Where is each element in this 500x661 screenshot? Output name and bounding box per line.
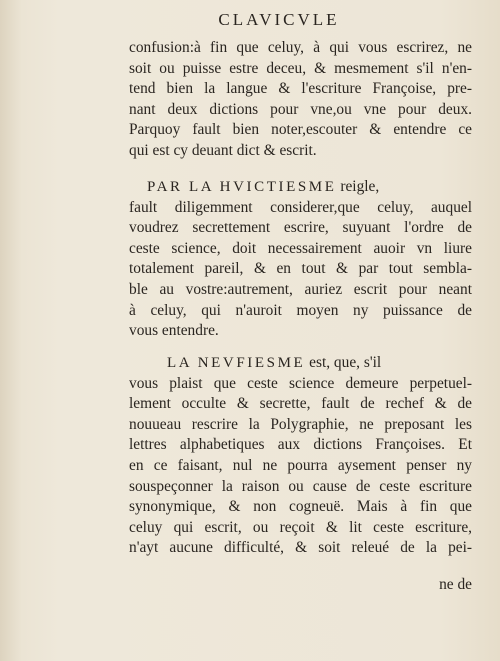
paragraph-lead: PAR LA HVICTIESME [147, 179, 337, 195]
text-line: totalement pareil, & en tout & par tout sembla- [129, 260, 472, 278]
text-line: vous plaist que ceste science demeure perpetuel- [129, 374, 472, 392]
running-title: CLAVICVLE [218, 10, 340, 29]
text-line: n'ayt aucune difficulté, & soit releué de la pei- [129, 539, 472, 557]
text-line: nant deux dictions pour vne,ou vne pour deux. [129, 100, 472, 118]
catchword: ne de [439, 576, 472, 593]
text-line: soit ou puisse estre deceu, & mesmement s'il n'en- [129, 59, 472, 77]
text-line: lement occulte & secrette, fault de rechef & de [129, 395, 472, 413]
text-fragment: reigle, [336, 178, 380, 195]
paragraph-lead: LA NEVFIESME [167, 355, 306, 371]
text-line [129, 353, 472, 374]
text-line: confusion:à fin que celuy, à qui vous escrirez, ne [129, 39, 472, 56]
text-line: celuy qui escrit, ou reçoit & lit ceste escriture, [129, 518, 472, 536]
text-line: nouueau rescrire la Polygraphie, ne preposant les [129, 415, 472, 433]
paragraph-neufiesme [129, 353, 472, 559]
text-line: qui est cy deuant dict & escrit. [129, 141, 317, 159]
text-line: vous entendre. [129, 322, 219, 340]
text-fragment: est, que, s'il [305, 354, 382, 371]
text-line: souspeçonner la raison ou cause de ceste escriture [129, 477, 472, 495]
text-line: Parquoy fault bien noter,escouter & entendre ce [129, 121, 472, 139]
text-line: tend bien la langue & l'escriture Françoise, pre- [129, 80, 472, 98]
text-line: synonymique, & non cogneuë. Mais à fin que [129, 498, 472, 516]
paragraph-confusion [129, 38, 472, 162]
text-line: ble au vostre:autrement, auriez escrit pour neant [129, 280, 472, 298]
text-line: lettres alphabetiques aux dictions Françoises. Et [129, 436, 472, 454]
text-line [129, 177, 472, 198]
paragraph-huictiesme [129, 177, 472, 342]
text-line: à celuy, qui n'auroit moyen ny puissance de [129, 301, 472, 319]
text-line: voudrez secrettement escrire, suyuant l'ordre de [129, 219, 472, 237]
text-line: fault diligemment considerer,que celuy, auquel [129, 198, 472, 216]
text-line: ceste science, doit necessairement auoir vn liure [129, 239, 472, 257]
text-line: en ce faisant, nul ne pourra aysement penser ny [129, 456, 472, 474]
